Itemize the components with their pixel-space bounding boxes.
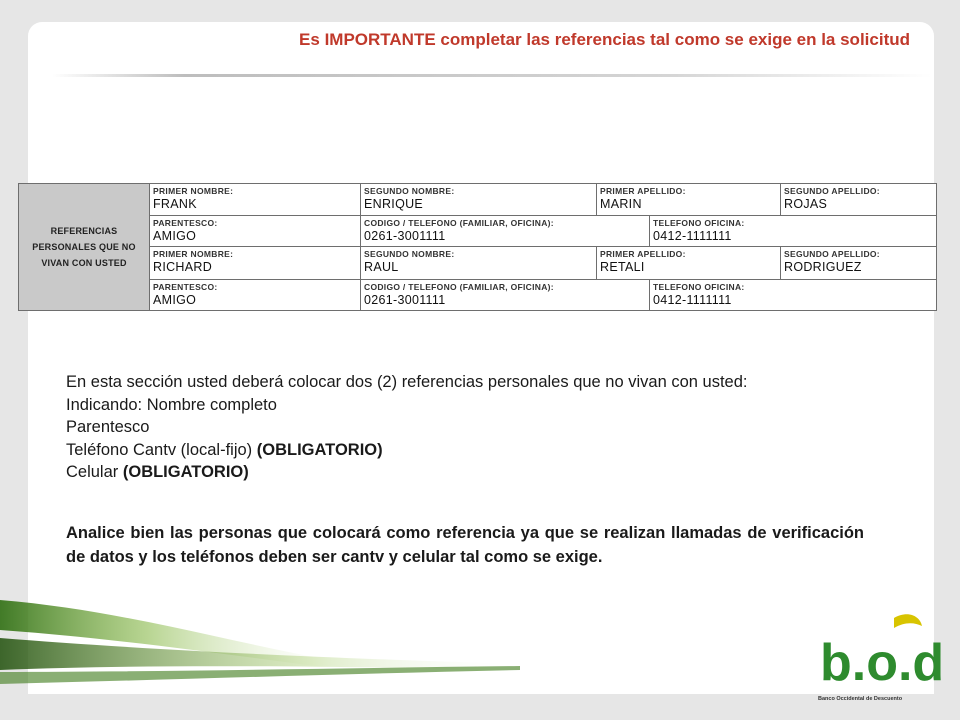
- ref1-primer-nombre-value: FRANK: [153, 197, 197, 211]
- ref1-segundo-apellido-cell[interactable]: [781, 184, 937, 216]
- references-form-table: [18, 183, 937, 311]
- segundo-apellido-label: SEGUNDO APELLIDO:: [784, 186, 880, 196]
- header-divider: [52, 74, 932, 77]
- ref2-codigo-telefono-cell[interactable]: [361, 279, 650, 310]
- ref2-segundo-apellido-cell[interactable]: [781, 247, 937, 279]
- ref2-primer-apellido-cell[interactable]: [597, 247, 781, 279]
- telefono-oficina-label: TELEFONO OFICINA:: [653, 218, 745, 229]
- ref1-codigo-telefono-cell[interactable]: [361, 216, 650, 247]
- ref1-codigo-telefono-value: 0261-3001111: [364, 229, 446, 244]
- ref1-segundo-nombre-cell[interactable]: [361, 184, 597, 216]
- instructions-line-5: [66, 461, 866, 484]
- primer-nombre-label: PRIMER NOMBRE:: [153, 249, 234, 260]
- ref2-telefono-oficina-cell[interactable]: [650, 279, 937, 310]
- celular-required: (OBLIGATORIO): [122, 463, 249, 482]
- segundo-nombre-label: SEGUNDO NOMBRE:: [364, 186, 455, 196]
- ref1-primer-apellido-cell[interactable]: [597, 184, 781, 216]
- bod-logo-caption: Banco Occidental de Descuento: [818, 696, 903, 702]
- ref2-primer-apellido-value: RETALI: [600, 260, 645, 275]
- references-side-label: [19, 184, 150, 311]
- parentesco-label: PARENTESCO:: [153, 218, 218, 229]
- ref2-segundo-apellido-value: RODRIGUEZ: [784, 260, 862, 275]
- verification-warning: Analice bien las personas que colocará como referencia ya que se realizan llamadas de verificación de datos y los teléfonos deben ser cantv y celular tal como se exige.: [66, 524, 864, 566]
- ref1-telefono-oficina-value: 0412-1111111: [653, 229, 732, 244]
- bod-logo-text: b.o.d: [820, 634, 945, 692]
- cantv-label: Teléfono Cantv (local-fijo): [66, 440, 257, 459]
- ref2-parentesco-cell[interactable]: [150, 279, 361, 310]
- side-label-line-2: PERSONALES QUE NO: [32, 242, 136, 252]
- ref1-segundo-nombre-value: ENRIQUE: [364, 197, 424, 211]
- ref2-telefono-oficina-value: 0412-1111111: [653, 292, 732, 307]
- instructions-line-2: Indicando: Nombre completo: [66, 395, 277, 414]
- primer-apellido-label: PRIMER APELLIDO:: [600, 186, 686, 196]
- ref2-primer-nombre-value: RICHARD: [153, 260, 213, 275]
- ref2-segundo-nombre-value: RAUL: [364, 260, 399, 275]
- instructions-line-4: [66, 439, 866, 462]
- page-title: Es IMPORTANTE completar las referencias tal como se exige en la solicitud: [299, 30, 910, 49]
- codigo-telefono-label: CODIGO / TELEFONO (FAMILIAR, OFICINA):: [364, 281, 554, 292]
- ref1-parentesco-cell[interactable]: [150, 216, 361, 247]
- ref2-segundo-nombre-cell[interactable]: [361, 247, 597, 279]
- ref1-telefono-oficina-cell[interactable]: [650, 216, 937, 247]
- side-label-line-1: REFERENCIAS: [50, 226, 118, 236]
- parentesco-label: PARENTESCO:: [153, 281, 218, 292]
- cantv-required: (OBLIGATORIO): [256, 440, 383, 459]
- side-label-line-3: VIVAN CON USTED: [41, 258, 127, 268]
- telefono-oficina-label: TELEFONO OFICINA:: [653, 281, 745, 292]
- ref1-parentesco-value: AMIGO: [153, 229, 197, 244]
- codigo-telefono-label: CODIGO / TELEFONO (FAMILIAR, OFICINA):: [364, 218, 554, 229]
- instructions-line-1: En esta sección usted deberá colocar dos (2) referencias personales que no vivan con usted:: [66, 373, 748, 391]
- segundo-apellido-label: SEGUNDO APELLIDO:: [784, 249, 880, 260]
- ref1-segundo-apellido-value: ROJAS: [784, 197, 828, 211]
- instructions-line-3: Parentesco: [66, 418, 150, 437]
- celular-label: Celular: [66, 463, 123, 482]
- ref2-primer-nombre-cell[interactable]: [150, 247, 361, 279]
- instructions-text: [66, 371, 866, 484]
- ref2-parentesco-value: AMIGO: [153, 292, 197, 307]
- ref1-primer-apellido-value: MARIN: [600, 197, 642, 211]
- ref2-codigo-telefono-value: 0261-3001111: [364, 292, 446, 307]
- primer-nombre-label: PRIMER NOMBRE:: [153, 186, 234, 196]
- primer-apellido-label: PRIMER APELLIDO:: [600, 249, 686, 260]
- ref1-primer-nombre-cell[interactable]: [150, 184, 361, 216]
- segundo-nombre-label: SEGUNDO NOMBRE:: [364, 249, 455, 260]
